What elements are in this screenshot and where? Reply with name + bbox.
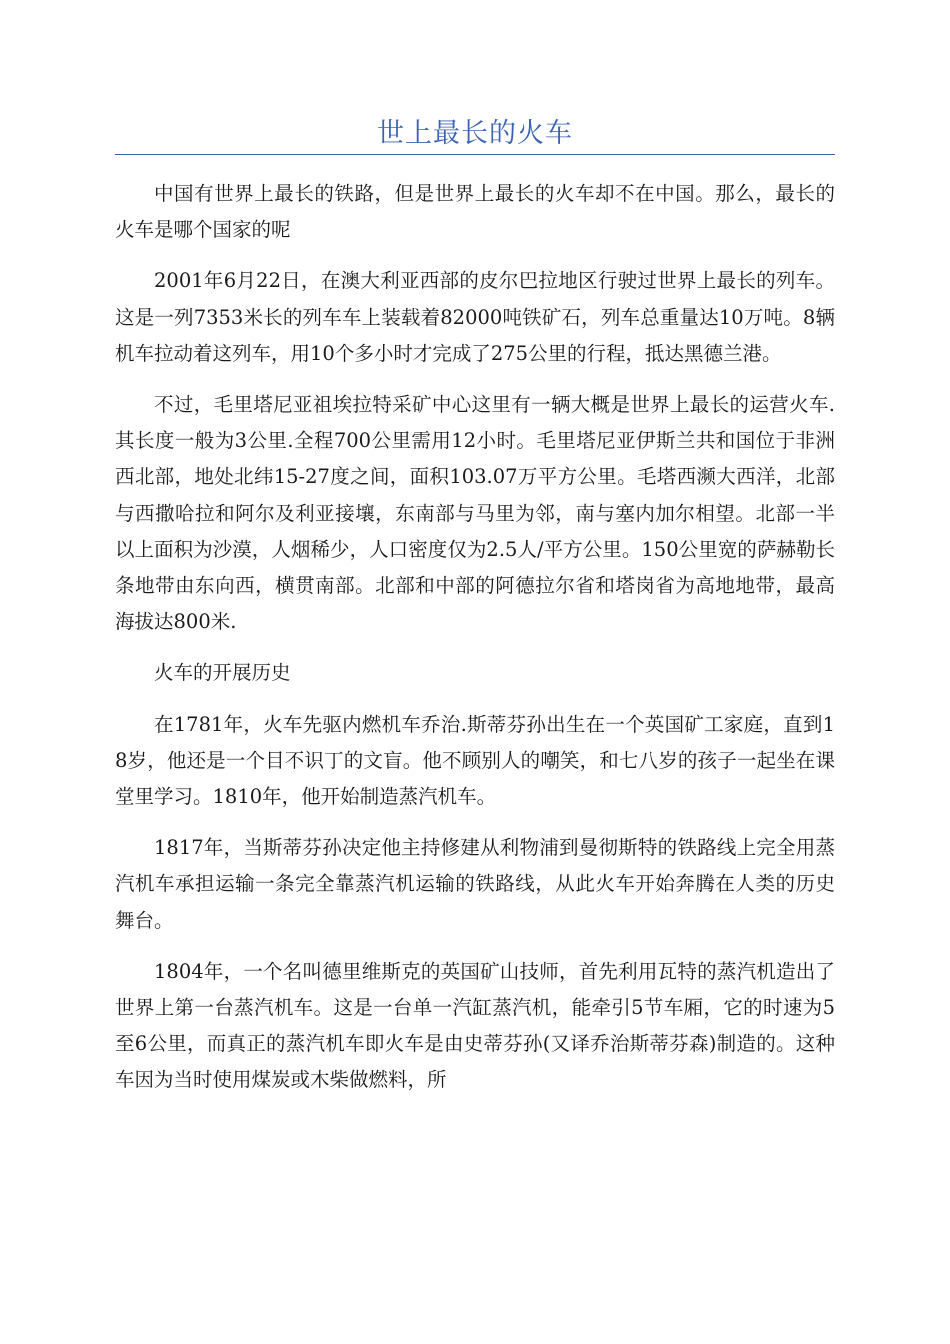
section-heading-history: 火车的开展历史 <box>154 661 291 685</box>
document-title: 世上最长的火车 <box>377 118 573 149</box>
document-body <box>115 176 835 1114</box>
paragraph-mauritania-train: 不过，毛里塔尼亚祖埃拉特采矿中心这里有一辆大概是世界上最长的运营火车.其长度一般为3公里.全程700公里需用12小时。毛里塔尼亚伊斯兰共和国位于非洲西北部，地处北纬15-27度之间，面积103.07万平方公里。毛塔西濒大西洋，北部与西撒哈拉和阿尔及利亚接壤，东南部与马里为邻，南与塞内加尔相望。北部一半以上面积为沙漠，人烟稀少，人口密度仅为2.5人/平方公里。150公里宽的萨赫勒长条地带由东向西，横贯南部。北部和中部的阿德拉尔省和塔岗省为高地地带，最高海拔达800米. <box>115 393 835 634</box>
paragraph-stephenson-birth: 在1781年，火车先驱内燃机车乔治.斯蒂芬孙出生在一个英国矿工家庭，直到18岁，他还是一个目不识丁的文盲。他不顾别人的嘲笑，和七八岁的孩子一起坐在课堂里学习。1810年，他开始制造蒸汽机车。 <box>115 712 835 809</box>
paragraph-intro: 中国有世界上最长的铁路，但是世界上最长的火车却不在中国。那么，最长的火车是哪个国家的呢 <box>115 182 835 242</box>
title-underline <box>115 154 835 155</box>
paragraph-first-locomotive: 1804年，一个名叫德里维斯克的英国矿山技师，首先利用瓦特的蒸汽机造出了世界上第一台蒸汽机车。这是一台单一汽缸蒸汽机，能牵引5节车厢，它的时速为5至6公里，而真正的蒸汽机车即火车是由史蒂芬孙(又译乔治斯蒂芬森)制造的。这种车因为当时使用煤炭或木柴做燃料，所 <box>115 959 835 1092</box>
paragraph-railway-line: 1817年，当斯蒂芬孙决定他主持修建从利物浦到曼彻斯特的铁路线上完全用蒸汽机车承担运输一条完全靠蒸汽机运输的铁路线，从此火车开始奔腾在人类的历史舞台。 <box>115 836 835 932</box>
paragraph-australia-train: 2001年6月22日，在澳大利亚西部的皮尔巴拉地区行驶过世界上最长的列车。这是一列7353米长的列车车上装载着82000吨铁矿石，列车总重量达10万吨。8辆机车拉动着这列车，用10个多小时才完成了275公里的行程，抵达黑德兰港。 <box>115 269 835 365</box>
